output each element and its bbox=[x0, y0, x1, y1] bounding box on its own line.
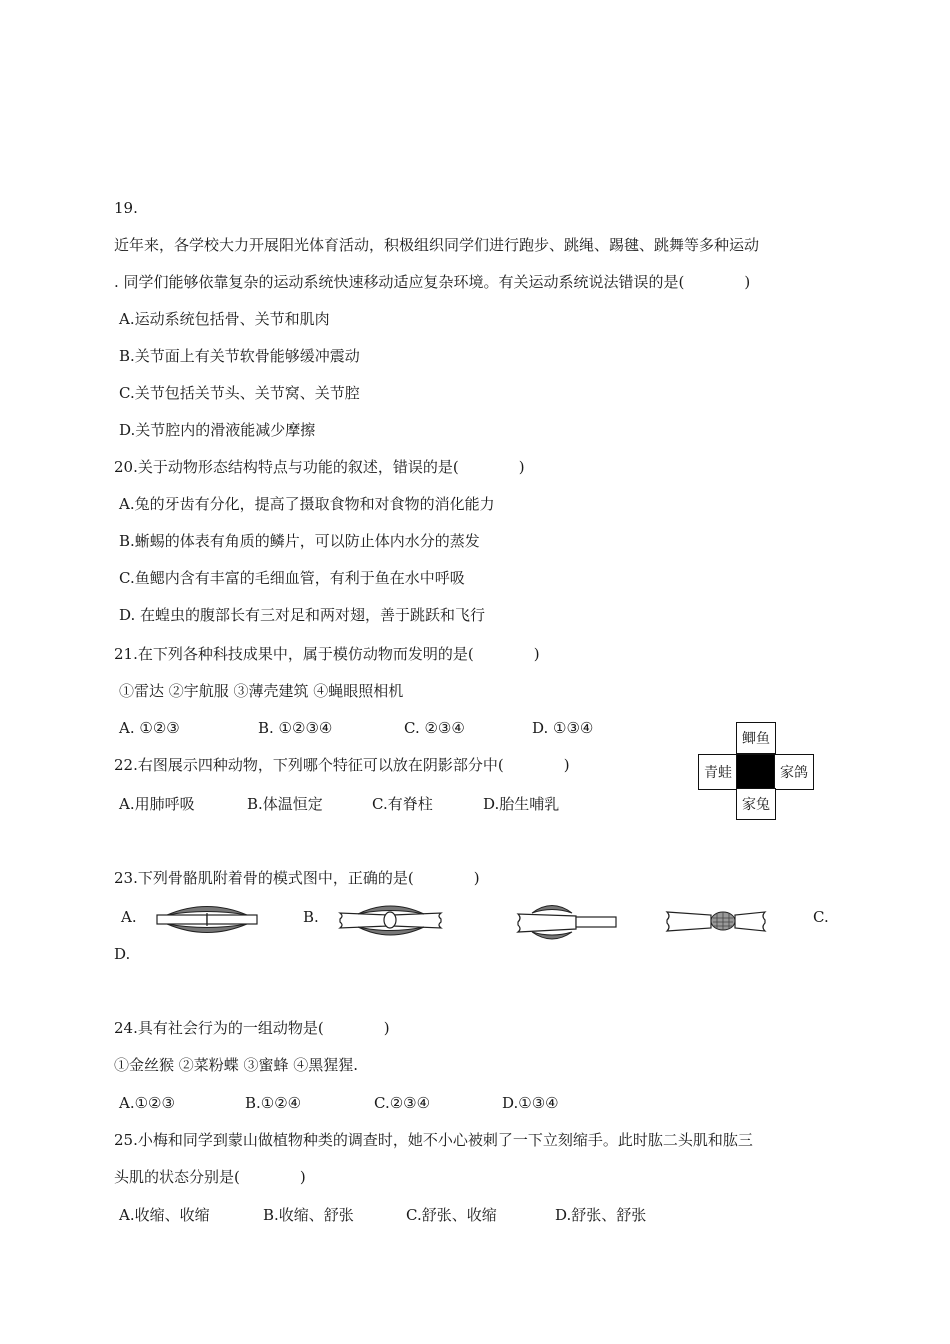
q20-option-b: B.蜥蜴的体表有角质的鳞片，可以防止体内水分的蒸发 bbox=[119, 532, 480, 550]
q24-items: ①金丝猴 ②菜粉蝶 ③蜜蜂 ④黑猩猩. bbox=[114, 1056, 359, 1074]
q25-option-a: A.收缩、收缩 bbox=[119, 1206, 210, 1224]
q19-number: 19. bbox=[114, 199, 138, 217]
q23-label-b: B. bbox=[303, 908, 319, 926]
q23-figure-a bbox=[155, 900, 260, 940]
q23-label-d: D. bbox=[114, 945, 131, 963]
q21-option-c: C. ②③④ bbox=[404, 719, 465, 737]
q24-option-b: B.①②④ bbox=[245, 1094, 302, 1112]
q20-option-a: A.兔的牙齿有分化，提高了摄取食物和对食物的消化能力 bbox=[119, 495, 495, 513]
q21-option-d: D. ①③④ bbox=[532, 719, 594, 737]
figure-shaded-center bbox=[736, 754, 776, 790]
q19-option-c: C.关节包括关节头、关节窝、关节腔 bbox=[119, 384, 360, 402]
q19-option-a: A.运动系统包括骨、关节和肌肉 bbox=[119, 310, 330, 328]
q22-option-d: D.胎生哺乳 bbox=[483, 795, 560, 813]
q23-figure-d bbox=[665, 900, 768, 942]
q24-option-a: A.①②③ bbox=[119, 1094, 175, 1112]
q24-stem: 24.具有社会行为的一组动物是( ) bbox=[114, 1019, 390, 1037]
q22-option-c: C.有脊柱 bbox=[372, 795, 433, 813]
q21-items: ①雷达 ②宇航服 ③薄壳建筑 ④蝇眼照相机 bbox=[119, 682, 404, 700]
q25-stem-line2: 头肌的状态分别是( ) bbox=[114, 1168, 306, 1186]
q24-option-c: C.②③④ bbox=[374, 1094, 431, 1112]
q25-option-c: C.舒张、收缩 bbox=[406, 1206, 497, 1224]
q22-option-b: B.体温恒定 bbox=[247, 795, 323, 813]
q19-stem-line2: . 同学们能够依靠复杂的运动系统快速移动适应复杂环境。有关运动系统说法错误的是( ) bbox=[114, 273, 751, 291]
q23-label-a: A. bbox=[121, 908, 137, 926]
figure-cell-bottom: 家兔 bbox=[736, 788, 776, 820]
q23-figure-c bbox=[516, 900, 618, 942]
q20-option-d: D. 在蝗虫的腹部长有三对足和两对翅，善于跳跃和飞行 bbox=[119, 606, 486, 624]
q21-stem: 21.在下列各种科技成果中，属于模仿动物而发明的是( ) bbox=[114, 645, 540, 663]
q24-option-d: D.①③④ bbox=[502, 1094, 559, 1112]
q21-option-a: A. ①②③ bbox=[119, 719, 180, 737]
q19-stem-line1: 近年来，各学校大力开展阳光体育活动，积极组织同学们进行跑步、跳绳、踢毽、跳舞等多种运动 bbox=[114, 236, 760, 254]
figure-cell-left: 青蛙 bbox=[698, 754, 738, 790]
q23-figure-b bbox=[338, 900, 443, 940]
q19-option-d: D.关节腔内的滑液能减少摩擦 bbox=[119, 421, 316, 439]
q20-option-c: C.鱼鳃内含有丰富的毛细血管，有利于鱼在水中呼吸 bbox=[119, 569, 465, 587]
q25-option-d: D.舒张、舒张 bbox=[555, 1206, 647, 1224]
q22-option-a: A.用肺呼吸 bbox=[119, 795, 195, 813]
q25-option-b: B.收缩、舒张 bbox=[263, 1206, 354, 1224]
q23-stem: 23.下列骨骼肌附着骨的模式图中，正确的是( ) bbox=[114, 869, 480, 887]
q22-stem: 22.右图展示四种动物，下列哪个特征可以放在阴影部分中( ) bbox=[114, 756, 570, 774]
figure-cell-right: 家鸽 bbox=[774, 754, 814, 790]
q23-label-c: C. bbox=[813, 908, 829, 926]
q19-option-b: B.关节面上有关节软骨能够缓冲震动 bbox=[119, 347, 360, 365]
q25-stem-line1: 25.小梅和同学到蒙山做植物种类的调查时，她不小心被刺了一下立刻缩手。此时肱二头肌和肱三 bbox=[114, 1131, 753, 1149]
q21-option-b: B. ①②③④ bbox=[258, 719, 333, 737]
q20-stem: 20.关于动物形态结构特点与功能的叙述，错误的是( ) bbox=[114, 458, 525, 476]
figure-cell-top: 鲫鱼 bbox=[736, 722, 776, 754]
